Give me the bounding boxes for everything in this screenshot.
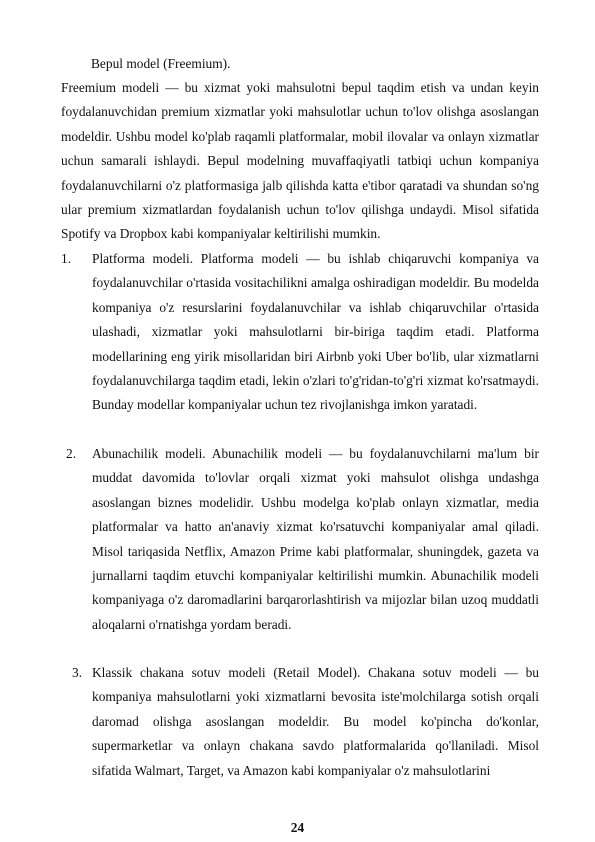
intro-paragraph: Freemium modeli — bu xizmat yoki mahsulotni bepul taqdim etish va undan keyin foydalanuvchidan premium xizmatlar yoki mahsulotlar uchun to'lov olishga asoslangan modeldir. Ushbu model ko'plab raqamli platformalar, mobil ilovalar va onlayn xizmatlar uchun samarali ishlaydi. Bepul modelning muvaffaqiyatli tatbiqi uchun kompaniya foydalanuvchilarni o'z platformasiga jalb qilishda katta e'tibor qaratadi va shundan so'ng ular premium xizmatlardan foydalanish uchun to'lov qilishga undaydi. Misol sifatida Spotify va Dropbox kabi kompaniyalar keltirilishi mumkin. xyxy=(61,80,539,242)
section-heading: Bepul model (Freemium). xyxy=(91,56,231,71)
list-item-number: 2. xyxy=(66,446,77,461)
list-item xyxy=(61,442,539,637)
list-item xyxy=(61,661,539,783)
list-item-text: Klassik chakana sotuv modeli (Retail Model). Chakana sotuv modeli — bu kompaniya mahsulotlarni yoki xizmatlarni bevosita iste'molchilarga sotish orqali daromad olishga asoslangan modeldir. Bu model ko'pincha do'konlar, supermarketlar va onlayn chakana savdo platformalarida qo'llaniladi. Misol sifatida Walmart, Target, va Amazon kabi kompaniyalar o'z mahsulotlarini xyxy=(92,665,539,778)
list-item-number: 1. xyxy=(61,251,72,266)
list-item-number: 3. xyxy=(72,665,83,680)
list-item-text: Platforma modeli. Platforma modeli — bu ishlab chiqaruvchi kompaniya va foydalanuvchilar o'rtasida vositachilikni amalga oshiradigan modeldir. Bu modelda kompaniya o'z resurslarini foydalanuvchilar va ishlab chiqaruvchilar o'rtasida ulashadi, xizmatlar yoki mahsulotlarni bir-biriga taqdim etadi. Platforma modellarining eng yirik misollaridan biri Airbnb yoki Uber bo'lib, ular xizmatlarni foydalanuvchilarga taqdim etadi, lekin o'zlari to'g'ridan-to'g'ri xizmat ko'rsatmaydi. Bunday modellar kompaniyalar uchun tez rivojlanishga imkon yaratadi. xyxy=(92,251,539,413)
page-number: 24 xyxy=(290,820,305,835)
list-item-text: Abunachilik modeli. Abunachilik modeli — bu foydalanuvchilarni ma'lum bir muddat davomida to'lovlar orqali xizmat yoki mahsulot olishga undashga asoslangan biznes modelidir. Ushbu modelga ko'plab onlayn xizmatlar, media platformalar va hatto an'anaviy xizmat ko'rsatuvchi kompaniyalar amal qiladi. Misol tariqasida Netflix, Amazon Prime kabi platformalar, shuningdek, gazeta va jurnallarni taqdim etuvchi kompaniyalar keltirilishi mumkin. Abunachilik modeli kompaniyaga o'z daromadlarini barqarorlashtirish va mijozlar bilan uzoq muddatli aloqalarni o'rnatishga yordam beradi. xyxy=(92,446,539,632)
list-item xyxy=(61,247,539,418)
